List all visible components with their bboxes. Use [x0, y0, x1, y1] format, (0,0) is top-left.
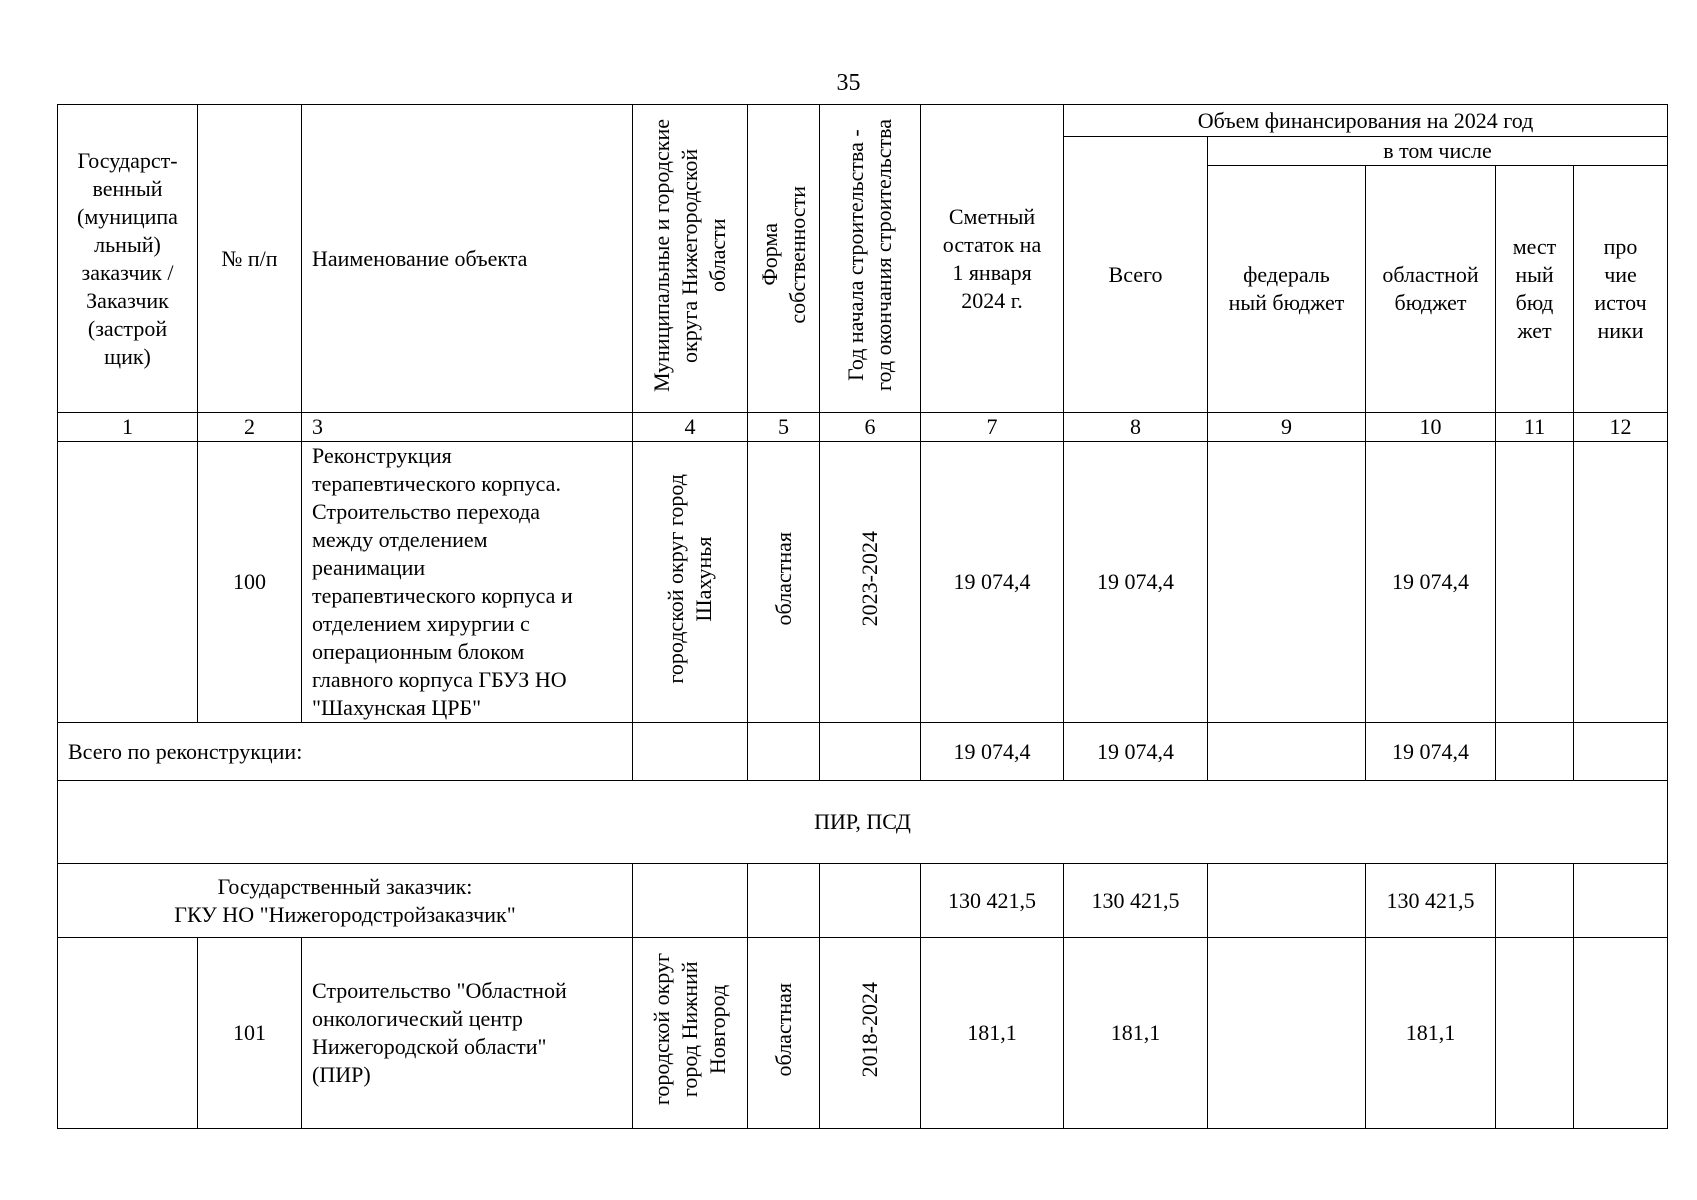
header-regional: областной бюджет [1366, 166, 1496, 413]
row-federal [1208, 442, 1366, 723]
col-number-2: 2 [198, 413, 302, 442]
row-regional: 19 074,4 [1366, 442, 1496, 723]
header-federal: федераль ный бюджет [1208, 166, 1366, 413]
empty-cell [748, 723, 820, 781]
row-other [1574, 938, 1668, 1129]
header-number: № п/п [198, 105, 302, 413]
reconstruction-total-regional: 19 074,4 [1366, 723, 1496, 781]
row-number: 101 [198, 938, 302, 1129]
empty-cell [1208, 864, 1366, 938]
empty-cell [1208, 723, 1366, 781]
col-number-4: 4 [633, 413, 748, 442]
reconstruction-total-label: Всего по реконструкции: [58, 723, 633, 781]
gov-customer-estimate: 130 421,5 [921, 864, 1064, 938]
gov-customer-regional: 130 421,5 [1366, 864, 1496, 938]
col-number-7: 7 [921, 413, 1064, 442]
row-total: 19 074,4 [1064, 442, 1208, 723]
row-regional: 181,1 [1366, 938, 1496, 1129]
row-estimate: 19 074,4 [921, 442, 1064, 723]
header-including: в том числе [1208, 137, 1668, 166]
section-row [58, 781, 1668, 864]
empty-cell [820, 864, 921, 938]
row-estimate: 181,1 [921, 938, 1064, 1129]
col-number-1: 1 [58, 413, 198, 442]
page-number: 35 [836, 70, 861, 96]
row-years-text: 2018-2024 [857, 981, 882, 1078]
header-ownership-text: Форма собственности [756, 186, 810, 324]
gov-customer-label: Государственный заказчик: ГКУ НО "Нижегородстройзаказчик" [58, 864, 633, 938]
row-object-name: Реконструкция терапевтического корпуса. Строительство перехода между отделением реанимации терапевтического корпуса и отделением хирургии с операционным блоком главного корпуса ГБУЗ НО "Шахунская ЦРБ" [302, 442, 633, 723]
financing-table [57, 104, 1668, 1129]
col-number-11: 11 [1496, 413, 1574, 442]
header-funding-title: Объем финансирования на 2024 год [1064, 105, 1668, 137]
header-years-text: Год начала строительства - год окончания строительства [843, 119, 896, 391]
row-local [1496, 442, 1574, 723]
header-total: Всего [1064, 137, 1208, 413]
header-municipality-text: Муниципальные и городские округа Нижегородской области [649, 118, 730, 392]
row-municipality-text: городской округ город Нижний Новгород [649, 953, 730, 1106]
row-ownership-text: областная [770, 982, 796, 1077]
header-estimate-balance: Сметный остаток на 1 января 2024 г. [921, 105, 1064, 413]
row-ownership-text: областная [770, 531, 796, 626]
gov-customer-row [58, 864, 1668, 938]
empty-cell [633, 864, 748, 938]
table-row [58, 442, 1668, 723]
empty-cell [1574, 864, 1668, 938]
header-customer: Государст- венный (муниципа льный) заказчик / Заказчик (застрой щик) [58, 105, 198, 413]
row-years [820, 938, 921, 1129]
header-object-name: Наименование объекта [302, 105, 633, 413]
row-years [820, 442, 921, 723]
col-number-10: 10 [1366, 413, 1496, 442]
empty-cell [1496, 864, 1574, 938]
row-ownership [748, 442, 820, 723]
row-municipality [633, 938, 748, 1129]
empty-cell [1574, 723, 1668, 781]
header-years [820, 105, 921, 413]
header-municipality [633, 105, 748, 413]
empty-cell [633, 723, 748, 781]
empty-cell [1496, 723, 1574, 781]
row-municipality-text: городской округ город Шахунья [663, 473, 716, 684]
reconstruction-total-total: 19 074,4 [1064, 723, 1208, 781]
col-number-6: 6 [820, 413, 921, 442]
row-years-text: 2023-2024 [857, 530, 882, 627]
header-local: мест ный бюд жет [1496, 166, 1574, 413]
empty-cell [748, 864, 820, 938]
section-pir-heading: ПИР, ПСД [58, 781, 1668, 864]
gov-customer-total: 130 421,5 [1064, 864, 1208, 938]
col-number-3: 3 [302, 413, 633, 442]
reconstruction-total-estimate: 19 074,4 [921, 723, 1064, 781]
row-object-name: Строительство "Областной онкологический центр Нижегородской области" (ПИР) [302, 938, 633, 1129]
header-other: про чие источ ники [1574, 166, 1668, 413]
header-ownership [748, 105, 820, 413]
row-ownership [748, 938, 820, 1129]
row-customer [58, 442, 198, 723]
row-other [1574, 442, 1668, 723]
row-municipality [633, 442, 748, 723]
row-local [1496, 938, 1574, 1129]
col-number-8: 8 [1064, 413, 1208, 442]
row-customer [58, 938, 198, 1129]
row-federal [1208, 938, 1366, 1129]
row-total: 181,1 [1064, 938, 1208, 1129]
table-row [58, 938, 1668, 1129]
row-number: 100 [198, 442, 302, 723]
col-number-9: 9 [1208, 413, 1366, 442]
empty-cell [820, 723, 921, 781]
reconstruction-total-row [58, 723, 1668, 781]
col-number-12: 12 [1574, 413, 1668, 442]
col-number-5: 5 [748, 413, 820, 442]
